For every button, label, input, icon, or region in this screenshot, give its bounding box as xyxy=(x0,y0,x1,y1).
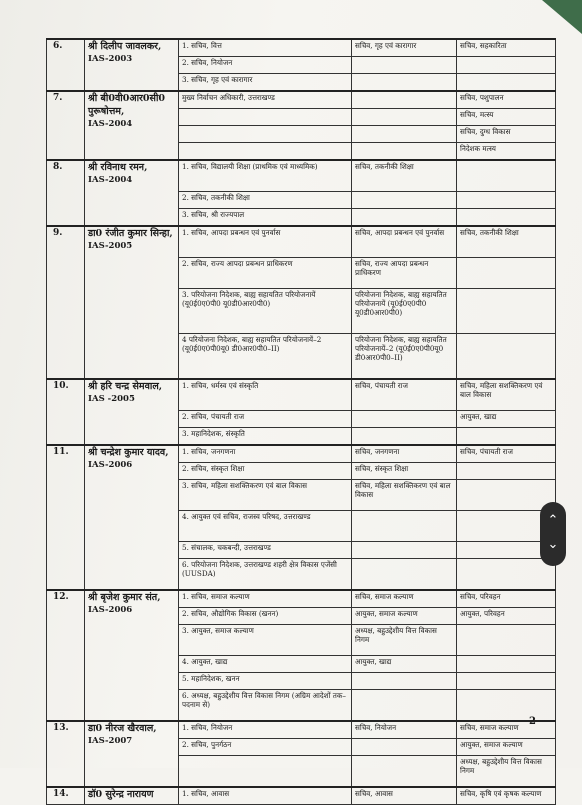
relieved-post: आयुक्त, समाज कल्याण xyxy=(352,608,457,625)
current-post: 1. सचिव, विद्यालयी शिक्षा (प्राथमिक एवं माध्यमिक) xyxy=(179,160,352,192)
table-row xyxy=(47,226,556,258)
current-post: मुख्य निर्वाचन अधिकारी, उत्तराखण्ड xyxy=(179,91,352,109)
officer-name xyxy=(85,39,179,91)
relieved-post xyxy=(352,109,457,126)
relieved-post xyxy=(352,57,457,74)
chevron-down-icon[interactable]: ⌄ xyxy=(547,537,559,552)
new-post: आयुक्त, समाज कल्याण xyxy=(457,739,556,756)
new-post xyxy=(457,160,556,192)
officer-cadre: IAS-2005 xyxy=(88,240,133,251)
current-post: 3. सचिव, महिला सशक्तिकरण एवं बाल विकास xyxy=(179,480,352,511)
new-post xyxy=(457,428,556,446)
officer-name xyxy=(85,445,179,590)
officer-name-text: डॉ0 सुरेन्द्र नारायण xyxy=(88,789,154,800)
relieved-post xyxy=(352,673,457,690)
officer-name-text: श्री रविनाथ रमन, xyxy=(88,162,148,173)
relieved-post xyxy=(352,542,457,559)
new-post xyxy=(457,673,556,690)
current-post: 3. सचिव, गृह एवं कारागार xyxy=(179,74,352,92)
officer-cadre: IAS-2003 xyxy=(88,53,133,64)
new-post xyxy=(457,463,556,480)
table-row xyxy=(47,160,556,192)
relieved-post xyxy=(352,411,457,428)
relieved-post xyxy=(352,511,457,542)
current-post: 6. परियोजना निदेशक, उत्तराखण्ड शहरी क्षेत्र विकास एजेंसी (UUSDA) xyxy=(179,559,352,591)
new-post: आयुक्त, खाद्य xyxy=(457,411,556,428)
officer-name-text: डा0 रंजीत कुमार सिन्हा, xyxy=(88,228,173,239)
officer-posting-table xyxy=(46,38,556,805)
new-post: सचिव, पंचायती राज xyxy=(457,445,556,463)
current-post xyxy=(179,109,352,126)
new-post: आयुक्त, परिवहन xyxy=(457,608,556,625)
current-post: 1. सचिव, धर्मस्व एवं संस्कृति xyxy=(179,379,352,411)
table-row xyxy=(47,91,556,109)
new-post xyxy=(457,656,556,673)
table-row xyxy=(47,445,556,463)
relieved-post: सचिव, तकनीकी शिक्षा xyxy=(352,160,457,192)
new-post xyxy=(457,74,556,92)
relieved-post: सचिव, संस्कृत शिक्षा xyxy=(352,463,457,480)
current-post: 5. संचालक, चकबन्दी, उत्तराखण्ड xyxy=(179,542,352,559)
relieved-post: परियोजना निदेशक, बाह्य सहायतित परियोजनायें–2 (यू0ई0ए0पी0यू0 डी0आर0पी0–II) xyxy=(352,334,457,380)
table-row xyxy=(47,721,556,739)
officer-cadre: IAS-2006 xyxy=(88,459,133,470)
new-post: अध्यक्ष, बहुउद्देशीय वित्त विकास निगम xyxy=(457,756,556,788)
relieved-post xyxy=(352,559,457,591)
new-post: सचिव, दुग्ध विकास xyxy=(457,126,556,143)
table-row xyxy=(47,787,556,805)
current-post: 3. परियोजना निदेशक, बाह्य सहायतित परियोजनायें (यू0ई0ए0पी0 यू0डी0आर0पी0) xyxy=(179,289,352,334)
current-post: 6. अध्यक्ष, बहुउद्देशीय वित्त विकास निगम (अग्रिम आदेशों तक–पदनाम से) xyxy=(179,690,352,722)
new-post: सचिव, कृषि एवं कृषक कल्याण xyxy=(457,787,556,805)
current-post: 2. सचिव, तकनीकी शिक्षा xyxy=(179,192,352,209)
relieved-post xyxy=(352,739,457,756)
serial-number: 7. xyxy=(47,91,85,160)
current-post: 2. सचिव, पुनर्गठन xyxy=(179,739,352,756)
serial-number: 14. xyxy=(47,787,85,805)
current-post xyxy=(179,126,352,143)
current-post: 4. आयुक्त, खाद्य xyxy=(179,656,352,673)
scroll-control[interactable] xyxy=(540,502,566,566)
current-post xyxy=(179,756,352,788)
relieved-post xyxy=(352,91,457,109)
officer-name xyxy=(85,721,179,787)
new-post xyxy=(457,258,556,289)
page-corner-mark xyxy=(542,0,582,34)
new-post: सचिव, पशुपालन xyxy=(457,91,556,109)
relieved-post: आयुक्त, खाद्य xyxy=(352,656,457,673)
relieved-post xyxy=(352,756,457,788)
table-row xyxy=(47,379,556,411)
relieved-post: सचिव, गृह एवं कारागार xyxy=(352,39,457,57)
current-post: 4 परियोजना निदेशक, बाह्य सहायतित परियोजनायें–2 (यू0ई0ए0पी0यू0 डी0आर0पी0–II) xyxy=(179,334,352,380)
serial-number: 9. xyxy=(47,226,85,379)
table-row xyxy=(47,39,556,57)
current-post: 3. आयुक्त, समाज कल्याण xyxy=(179,625,352,656)
new-post: सचिव, समाज कल्याण xyxy=(457,721,556,739)
new-post xyxy=(457,192,556,209)
relieved-post xyxy=(352,209,457,227)
new-post: सचिव, तकनीकी शिक्षा xyxy=(457,226,556,258)
relieved-post: सचिव, आपदा प्रबन्धन एवं पुनर्वास xyxy=(352,226,457,258)
new-post xyxy=(457,625,556,656)
current-post: 1. सचिव, वित्त xyxy=(179,39,352,57)
relieved-post: सचिव, महिला सशक्तिकरण एवं बाल विकास xyxy=(352,480,457,511)
serial-number: 11. xyxy=(47,445,85,590)
serial-number: 10. xyxy=(47,379,85,445)
new-post: सचिव, सहकारिता xyxy=(457,39,556,57)
officer-cadre: IAS -2005 xyxy=(88,393,135,404)
serial-number: 12. xyxy=(47,590,85,721)
current-post: 2. सचिव, पंचायती राज xyxy=(179,411,352,428)
current-post: 3. सचिव, श्री राज्यपाल xyxy=(179,209,352,227)
officer-name-text: श्री दिलीप जावलकर, xyxy=(88,41,162,52)
officer-name-text: श्री बृजेश कुमार संत, xyxy=(88,592,161,603)
current-post xyxy=(179,143,352,161)
new-post xyxy=(457,209,556,227)
officer-cadre: IAS-2006 xyxy=(88,604,133,615)
new-post xyxy=(457,57,556,74)
officer-cadre: IAS-2004 xyxy=(88,118,133,129)
officer-name xyxy=(85,160,179,226)
officer-name-text: डा0 नीरज खैरवाल, xyxy=(88,723,157,734)
new-post: सचिव, परिवहन xyxy=(457,590,556,608)
current-post: 2. सचिव, राज्य आपदा प्रबन्धन प्राधिकरण xyxy=(179,258,352,289)
current-post: 2. सचिव, औद्योगिक विकास (खनन) xyxy=(179,608,352,625)
current-post: 1. सचिव, समाज कल्याण xyxy=(179,590,352,608)
relieved-post: सचिव, समाज कल्याण xyxy=(352,590,457,608)
officer-name xyxy=(85,590,179,721)
current-post: 1. सचिव, नियोजन xyxy=(179,721,352,739)
officer-name xyxy=(85,91,179,160)
officer-name-text: श्री चन्द्रेश कुमार यादव, xyxy=(88,447,169,458)
current-post: 1. सचिव, आपदा प्रबन्धन एवं पुनर्वास xyxy=(179,226,352,258)
new-post: निदेशक मत्स्य xyxy=(457,143,556,161)
officer-name-text: श्री बी0वी0आर0सी0 पुरूषोत्तम, xyxy=(88,93,166,117)
relieved-post xyxy=(352,192,457,209)
current-post: 2. सचिव, नियोजन xyxy=(179,57,352,74)
officer-name xyxy=(85,787,179,805)
relieved-post: अध्यक्ष, बहुउद्देशीय वित्त विकास निगम xyxy=(352,625,457,656)
current-post: 1. सचिव, जनगणना xyxy=(179,445,352,463)
chevron-up-icon[interactable]: ⌃ xyxy=(547,513,559,528)
relieved-post: सचिव, नियोजन xyxy=(352,721,457,739)
page-number: 2 xyxy=(529,716,536,727)
relieved-post xyxy=(352,126,457,143)
relieved-post: सचिव, राज्य आपदा प्रबन्धन प्राधिकरण xyxy=(352,258,457,289)
table-row xyxy=(47,590,556,608)
current-post: 4. आयुक्त एवं सचिव, राजस्व परिषद, उत्तराखण्ड xyxy=(179,511,352,542)
officer-cadre: IAS-2004 xyxy=(88,174,133,185)
new-post: सचिव, महिला सशक्तिकरण एवं बाल विकास xyxy=(457,379,556,411)
new-post: सचिव, मत्स्य xyxy=(457,109,556,126)
relieved-post xyxy=(352,690,457,722)
relieved-post: सचिव, पंचायती राज xyxy=(352,379,457,411)
relieved-post: सचिव, आवास xyxy=(352,787,457,805)
officer-cadre: IAS-2007 xyxy=(88,735,133,746)
new-post xyxy=(457,289,556,334)
new-post xyxy=(457,690,556,722)
new-post xyxy=(457,559,556,591)
serial-number: 13. xyxy=(47,721,85,787)
serial-number: 6. xyxy=(47,39,85,91)
relieved-post xyxy=(352,428,457,446)
serial-number: 8. xyxy=(47,160,85,226)
relieved-post: सचिव, जनगणना xyxy=(352,445,457,463)
officer-name xyxy=(85,226,179,379)
current-post: 2. सचिव, संस्कृत शिक्षा xyxy=(179,463,352,480)
new-post xyxy=(457,480,556,511)
officer-name-text: श्री हरि चन्द्र सेमवाल, xyxy=(88,381,163,392)
current-post: 1. सचिव, आवास xyxy=(179,787,352,805)
relieved-post: परियोजना निदेशक, बाह्य सहायतित परियोजनायें (यू0ई0ए0पी0 यू0डी0आर0पी0) xyxy=(352,289,457,334)
new-post xyxy=(457,334,556,380)
current-post: 5. महानिदेशक, खनन xyxy=(179,673,352,690)
current-post: 3. महानिदेशक, संस्कृति xyxy=(179,428,352,446)
relieved-post xyxy=(352,143,457,161)
officer-name xyxy=(85,379,179,445)
relieved-post xyxy=(352,74,457,92)
